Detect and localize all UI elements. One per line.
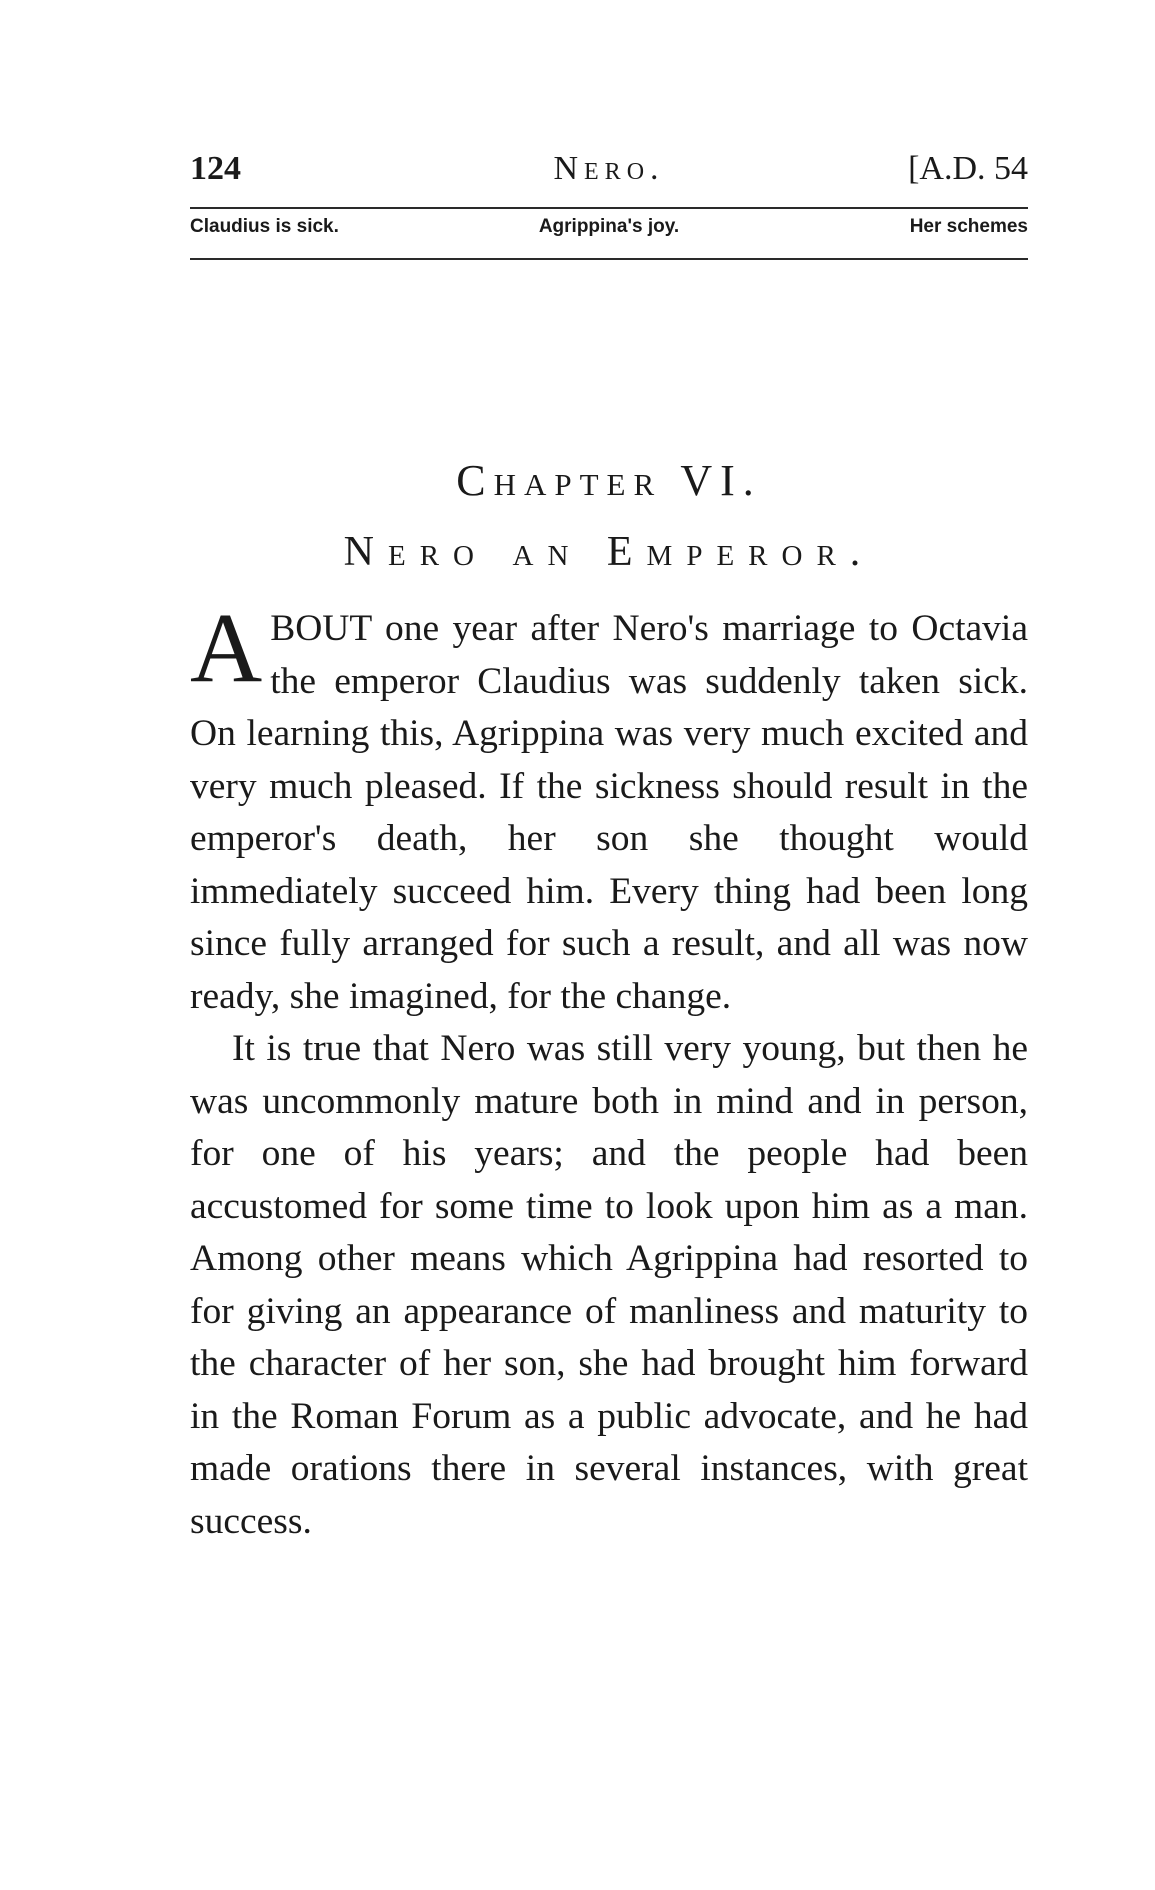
header-rule-top (190, 207, 1028, 209)
drop-cap: A (190, 592, 263, 703)
header-rule-bottom (190, 258, 1028, 260)
body-text (190, 592, 1028, 1548)
running-header (190, 150, 1028, 200)
paragraph-1 (190, 592, 1028, 1023)
subhead-right: Her schemes (909, 216, 1028, 237)
running-title: Nero. (553, 150, 665, 187)
paragraph-2: It is true that Nero was still very young, but then he was uncommonly mature both in mind and in person, for one of his years; and the people had been accustomed for some time to look upon him as a man. Among other means which Agrippina had resorted to for giving an appearance of manliness and maturity to the character of her son, she had brought him forward in the Roman Forum as a public advocate, and he had made orations there in several instances, with great success. (190, 1028, 1028, 1542)
page-number: 124 (190, 150, 241, 187)
subhead-left: Claudius is sick. (190, 216, 339, 237)
chapter-heading: Chapter VI. (456, 456, 762, 505)
paragraph-1-text: BOUT one year after Nero's marriage to Octavia the emperor Claudius was suddenly taken sick. On learning this, Agrippina was very much excited and very much pleased. If the sickness should result in the emperor's death, her son she thought would immediately succeed him. Every thing had been long since fully arranged for such a result, and all was now ready, she imagined, for the change. (190, 608, 1028, 1017)
marginal-subheads (190, 216, 1028, 250)
subhead-center: Agrippina's joy. (538, 216, 680, 237)
chapter-title: Nero an Emperor. (343, 529, 875, 575)
date-mark: [A.D. 54 (908, 150, 1028, 187)
